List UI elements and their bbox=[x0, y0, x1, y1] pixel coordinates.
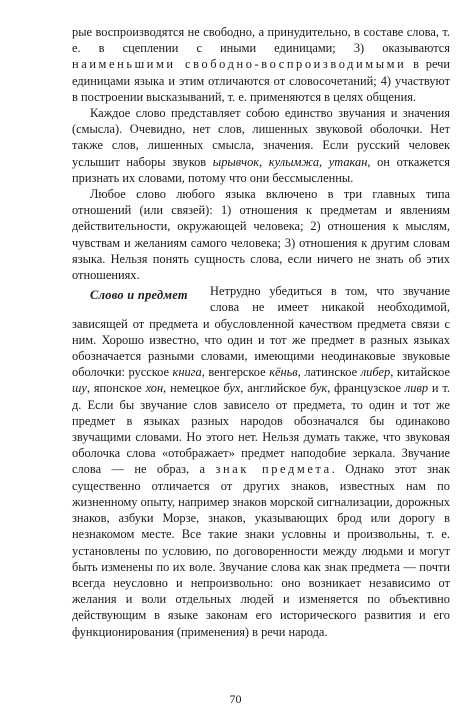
text-run: , латинское bbox=[297, 365, 361, 380]
example-word: ырывчок, кулымжа, утакан bbox=[212, 154, 368, 169]
paragraph bbox=[72, 186, 450, 283]
text-run: , французское bbox=[327, 381, 405, 396]
page-number: 70 bbox=[229, 692, 242, 706]
text-run: , он откажется признать их словами, потому что они бессмысленны. bbox=[72, 154, 451, 185]
paragraph bbox=[72, 283, 450, 639]
text-run: Любое слово любого языка включено в три главных типа отношений (или связей): 1) отношения к предметам и явлениям действительности, окружающей человека; 2) отношения к мыслям, чувствам и желаниям самого человека; 3) отношения к другим словам языка. Нельзя понять сущность слова, если ничего не знать об этих отношениях. bbox=[72, 187, 450, 283]
text-run: рые воспроизводятся не свободно, а принудительно, в составе слова, т. е. в сцеплении с иными единицами; 3) оказываются bbox=[72, 25, 450, 56]
example-word: бух bbox=[223, 381, 241, 396]
text-run: и т. д. Если бы звучание слов зависело от предмета, то один и тот же предмет в языках разных народов обозначался бы одинаково звучащими словами. Но этого нет. Нельзя думать также, что звуковая оболочка слова «отображает» предмет наподобие зеркала. Звучание слова — не образ, а bbox=[72, 381, 451, 477]
text-run: , английское bbox=[240, 381, 310, 396]
example-word: ливр bbox=[404, 381, 429, 396]
text-run: Нетрудно убедиться в том, что звучание слова не имеет никакой необходимой, зависящей от предмета и обусловленной качеством предмета связи с ним. Хорошо известно, что один и тот же предмет в разных языках обозначается разными словами, имеющими неодинаковые звуковые оболочки: русское bbox=[72, 284, 450, 380]
text-run: , немецкое bbox=[163, 381, 224, 396]
text-run: , китайское bbox=[390, 365, 451, 380]
example-word: хон bbox=[145, 381, 164, 396]
text-run: Каждое слово представляет собою единство звучания и значения (смысла). Очевидно, нет слов, лишенных звуковой оболочки. Нет также слов, лишенных смысла, значения. Если русский человек услышит наборы звуков bbox=[72, 106, 450, 169]
example-word: либер bbox=[360, 365, 391, 380]
example-word: кёньв bbox=[269, 365, 298, 380]
paragraph bbox=[72, 24, 450, 105]
emphasized-text: знак предмета bbox=[215, 462, 332, 477]
text-run: , венгерское bbox=[201, 365, 270, 380]
example-word: книга bbox=[172, 365, 202, 380]
page-text bbox=[72, 24, 450, 640]
text-run: в речи единицами языка и этим отличаются от словосочетаний; 4) участвуют в построении высказываний, т. е. применяются в целях общения. bbox=[72, 57, 450, 104]
section-heading: Слово и предмет bbox=[90, 288, 188, 303]
example-word: шу bbox=[72, 381, 87, 396]
example-word: бук bbox=[309, 381, 328, 396]
emphasized-text: наименьшими свободно-воспроизводимыми bbox=[72, 57, 407, 72]
text-run: . Однако этот знак существенно отличается от других знаков, известных нам по жизненному опыту, например знаков морской сигнализации, дорожных знаков, азбуки Морзе, знаков, указывающих брод или дорогу в незнакомом месте. Все такие знаки условны и произвольны, т. е. установлены по условию, по договоренности между людьми и могут быть изменены по их воле. Звучание слова как знак предмета — почти всегда неусловно и непроизвольно: оно возникает независимо от желания и воли отдельных людей и изменяется по объективно действующим в языке законам его исторического развития и его функционирования (применения) в речи народа. bbox=[72, 462, 450, 639]
text-run: , японское bbox=[86, 381, 146, 396]
paragraph bbox=[72, 105, 450, 186]
